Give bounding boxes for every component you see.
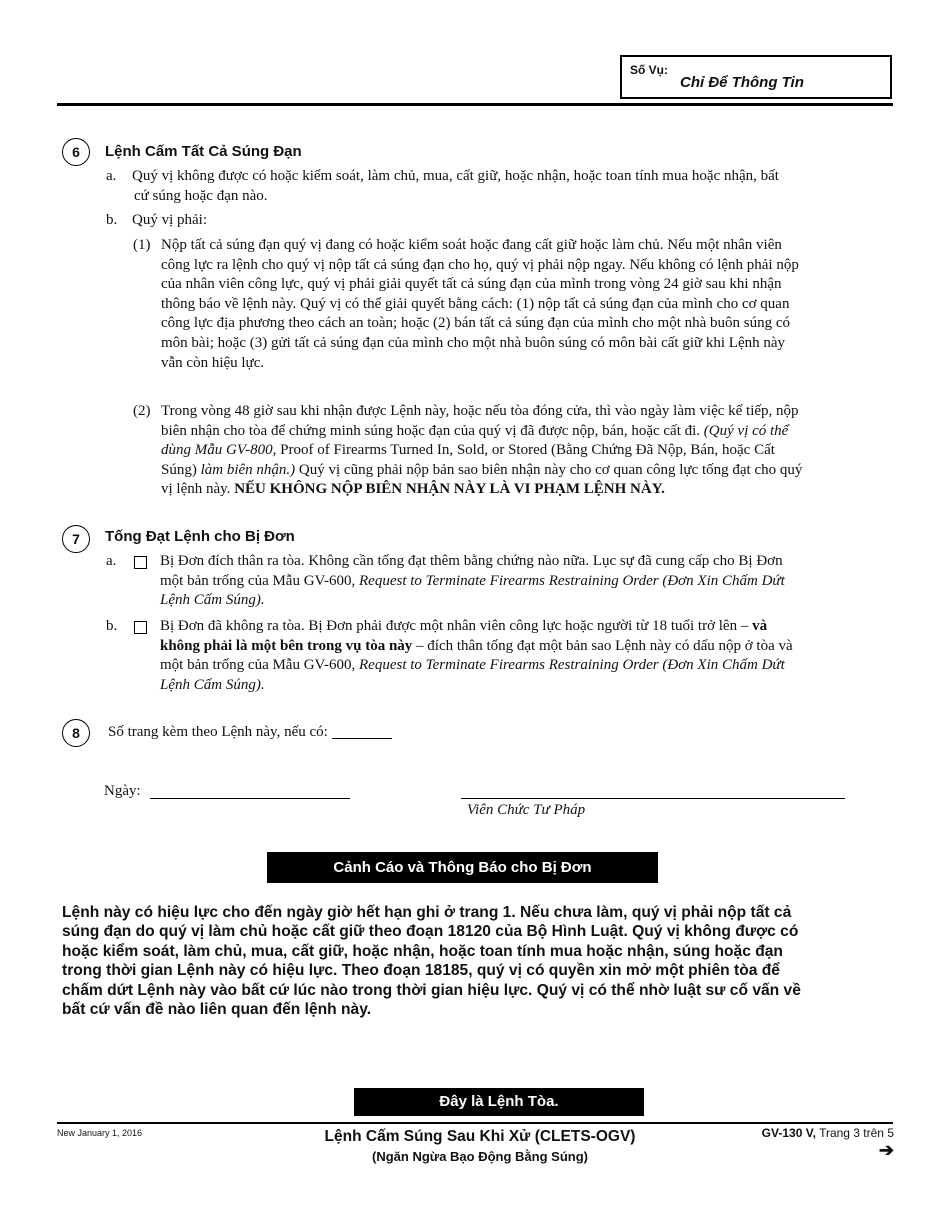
item-2-marker: (2): [133, 403, 151, 419]
text-span: Proof of Firearms Turned In, Sold, or Stored (Bằng Chứng Đã Nộp, Bán, hoặc Cất: [280, 442, 775, 459]
text-line: vẫn còn hiệu lực.: [161, 354, 265, 371]
revision-date: New January 1, 2016: [57, 1128, 143, 1138]
text-line: Nộp tất cả súng đạn quý vị đang có hoặc kiểm soát hoặc đang cất giữ hoặc làm chủ. Nếu một nhân viên: [161, 237, 782, 253]
text-line: cứ súng hoặc đạn nào.: [134, 187, 268, 204]
footer-title: Lệnh Cấm Súng Sau Khi Xử (CLETS-OGV): [324, 1128, 636, 1145]
section-7b-marker: b.: [106, 618, 118, 634]
text-span: – đích thân tống đạt một bản sao Lệnh này có dấu nộp ở tòa và: [416, 637, 793, 654]
text-span: làm biên nhận.): [200, 461, 296, 478]
text-span: Request to Terminate Firearms Restraining Order (Đơn Xin Chấm Dứt: [359, 572, 785, 589]
text-line: công lực ra lệnh cho quý vị nộp tất cả súng đạn cho họ, quý vị phải nộp ngay. Nếu không có lệnh phải nộp: [161, 256, 799, 273]
text-line: [161, 480, 802, 500]
section-7-title: Tống Đạt Lệnh cho Bị Đơn: [105, 528, 295, 545]
section-7a-checkbox[interactable]: [134, 556, 147, 569]
text-span: Lệnh Cấm Súng).: [160, 592, 265, 609]
case-number-box: [620, 55, 892, 99]
text-line: Bị Đơn đích thân ra tòa. Không cần tống đạt thêm bằng chứng nào nữa. Lục sự đã cung cấp cho Bị Đơn: [160, 553, 783, 569]
text-line: [161, 441, 802, 461]
form-page-info: [700, 1126, 894, 1140]
item-1-text: [161, 236, 799, 373]
text-line: [160, 572, 785, 592]
text-line: [161, 422, 802, 442]
text-line: trong thời gian Lệnh này có hiệu lực. Theo đoạn 18185, quý vị có quyền xin mở một phiên tòa để: [62, 962, 780, 980]
footer-rule: [57, 1122, 893, 1124]
section-6a-text: [132, 167, 779, 206]
next-page-arrow-icon: ➔: [878, 1140, 894, 1160]
section-7-number: 7: [62, 525, 90, 553]
case-number-value: Chỉ Để Thông Tin: [680, 74, 804, 91]
text-span: NẾU KHÔNG NỘP BIÊN NHẬN NÀY LÀ VI PHẠM LỆNH NÀY.: [234, 481, 665, 498]
section-6-number: 6: [62, 138, 90, 166]
text-line: công lực địa phương theo cách an toàn; hoặc (2) bán tất cả súng đạn của mình cho một nhà buôn súng có: [161, 315, 791, 332]
text-span: Bị Đơn đã không ra tòa. Bị Đơn phải được một nhân viên công lực hoặc người từ 18 tuổi trở lên –: [160, 618, 749, 634]
text-span: không phải là một bên trong vụ tòa này: [160, 637, 413, 654]
judicial-officer-signature-line[interactable]: [461, 782, 845, 799]
date-label: Ngày:: [104, 783, 141, 799]
judicial-officer-label: Viên Chức Tư Pháp: [467, 802, 586, 818]
attached-pages-field[interactable]: [332, 724, 392, 739]
item-2-text: [161, 402, 802, 500]
court-order-banner: Đây là Lệnh Tòa.: [354, 1088, 644, 1116]
text-line: Lệnh này có hiệu lực cho đến ngày giờ hết hạn ghi ở trang 1. Nếu chưa làm, quý vị phải nộp tất cả: [62, 904, 792, 921]
text-line: súng đạn do quý vị làm chủ hoặc cất giữ theo đoạn 18120 của Bộ Hình Luật. Quý vị không được có: [62, 923, 799, 941]
text-span: dùng Mẫu GV-800,: [161, 442, 277, 459]
section-8-text: [108, 723, 392, 743]
text-span: Request to Terminate Firearms Restraining Order (Đơn Xin Chấm Dứt: [359, 657, 785, 674]
warning-banner: Cảnh Cáo và Thông Báo cho Bị Đơn: [267, 852, 658, 883]
section-7b-text: [160, 617, 793, 695]
text-line: hoặc kiểm soát, làm chủ, mua, cất giữ, hoặc nhận, hoặc toan tính mua hoặc nhận, súng hoặc đạn: [62, 942, 783, 960]
page-number: Trang 3 trên 5: [819, 1126, 894, 1140]
text-line: [160, 676, 793, 696]
section-6b-text: Quý vị phải:: [132, 212, 207, 228]
date-field[interactable]: [150, 782, 350, 799]
text-line: [160, 617, 793, 637]
text-line: chấm dứt Lệnh này vào bất cứ lúc nào trong thời gian hiệu lực. Quý vị có thể nhờ luật sư cố vấn về: [62, 981, 801, 999]
section-6b-marker: b.: [106, 212, 118, 228]
text-line: môn bài; hoặc (3) gửi tất cả súng đạn của mình cho một nhà buôn súng có môn bài cất giữ khi Lệnh này: [161, 334, 786, 351]
header-rule: [57, 103, 893, 106]
text-span: vị lệnh này.: [161, 481, 231, 498]
footer-subtitle: (Ngăn Ngừa Bạo Động Bằng Súng): [372, 1149, 588, 1164]
text-line: Quý vị không được có hoặc kiểm soát, làm chủ, mua, cất giữ, hoặc nhận, hoặc toan tính mua hoặc nhận, bất: [132, 168, 779, 184]
item-1-marker: (1): [133, 237, 151, 253]
warning-text: [62, 903, 888, 1019]
text-line: của nhân viên công lực, quý vị phải giải quyết tất cả súng đạn của mình trong vòng 24 giờ sau khi nhận: [161, 276, 782, 293]
text-line: thông báo về lệnh này. Quý vị có thể giải quyết bằng cách: (1) nộp tất cả súng đạn của mình cho cơ quan: [161, 295, 790, 312]
section-7a-marker: a.: [106, 553, 117, 569]
text-line: Trong vòng 48 giờ sau khi nhận được Lệnh này, hoặc nếu tòa đóng cửa, thì vào ngày làm việc kế tiếp, nộp: [161, 403, 799, 419]
section-7b-checkbox[interactable]: [134, 621, 147, 634]
form-id: GV-130 V,: [761, 1126, 816, 1140]
text-span: (Quý vị có thể: [703, 422, 789, 439]
text-span: Súng): [161, 461, 197, 478]
attached-pages-label: Số trang kèm theo Lệnh này, nếu có:: [108, 724, 328, 740]
text-span: và: [752, 618, 768, 634]
case-number-label: Số Vụ:: [630, 63, 668, 77]
section-6a-marker: a.: [106, 168, 117, 184]
section-6-title: Lệnh Cấm Tất Cả Súng Đạn: [105, 143, 302, 160]
text-span: Quý vị cũng phải nộp bản sao biên nhận này cho cơ quan công lực tống đạt cho quý: [298, 461, 803, 478]
text-line: [160, 656, 793, 676]
section-8-number: 8: [62, 719, 90, 747]
text-span: Lệnh Cấm Súng).: [160, 676, 265, 693]
text-span: biên nhận cho tòa để chứng minh súng hoặc đạn của quý vị đã được nộp, bán, hoặc cất đi.: [161, 422, 701, 439]
text-line: [161, 461, 802, 481]
text-line: bất cứ vấn đề nào liên quan đến lệnh này.: [62, 1001, 372, 1019]
text-span: một bản trống của Mẫu GV-600,: [160, 657, 356, 674]
text-line: [160, 591, 785, 611]
section-7a-text: [160, 552, 785, 611]
text-span: một bản trống của Mẫu GV-600,: [160, 572, 356, 589]
text-line: [160, 637, 793, 657]
